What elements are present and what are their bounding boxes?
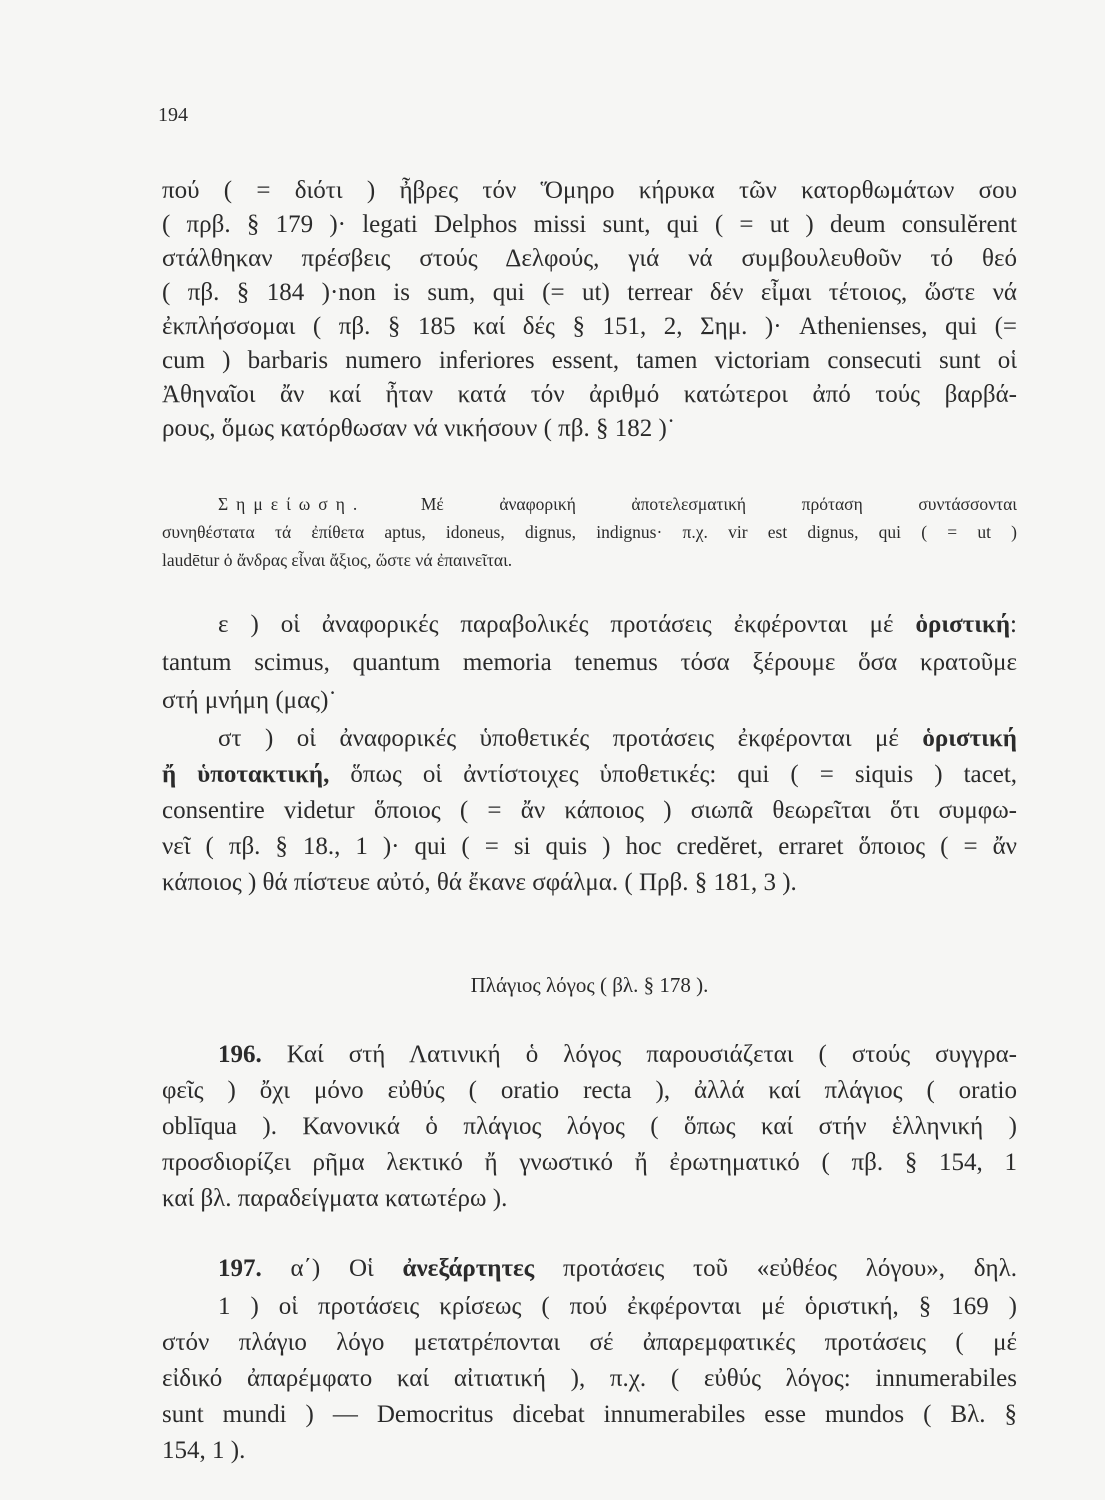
para-196-line-3: oblīqua ). Κανονικά ὁ πλάγιος λόγος ( ὅπως καί στήν ἑλληνική ) [162, 1113, 1017, 1140]
text-line-2: ( πρβ. § 179 )· legati Delphos missi sunt, qui ( = ut ) deum consulĕrent [162, 211, 1017, 238]
para-st-line-3: consentire videtur ὅποιος ( = ἄν κάποιος ) σιωπᾶ θεωρεῖται ὅτι συμφω- [162, 797, 1017, 824]
para-st-line-4: νεῖ ( πβ. § 18., 1 )· qui ( = si quis ) hoc credĕret, erraret ὅποιος ( = ἄν [162, 833, 1017, 860]
note-line-1 [218, 492, 1017, 516]
para-197-line-1-text: προτάσεις τοῦ «εὐθέος λόγου», δηλ. [562, 1255, 1017, 1282]
para-st-line-1-text: στ ) οἱ ἀναφορικές ὑποθετικές προτάσεις ἐκφέρονται μέ [218, 725, 899, 752]
text-line-5: ἐκπλήσσομαι ( πβ. § 185 καί δές § 151, 2, Σημ. )· Athenienses, qui (= [162, 313, 1017, 340]
section-heading: Πλάγιος λόγος ( βλ. § 178 ). [470, 973, 709, 997]
para-197-line-1 [218, 1254, 1017, 1284]
para-196-number: 196. [218, 1041, 262, 1068]
para-197-line-6: 154, 1 ). [162, 1437, 246, 1464]
para-197-prefix: α΄) Οἱ [290, 1255, 374, 1282]
para-e-bold: ὁριστική [915, 611, 1011, 638]
para-st-bold-1: ὁριστική [922, 725, 1018, 752]
text-line-1: πού ( = διότι ) ἦβρες τόν Ὅμηρο κήρυκα τῶν κατορθωμάτων σου [162, 177, 1017, 204]
para-st-line-2-text: ὅπως οἱ ἀντίστοιχες ὑποθετικές: qui ( = siquis ) tacet, [350, 761, 1018, 788]
para-e-colon: : [1010, 611, 1017, 638]
text-line-3: στάλθηκαν πρέσβεις στούς Δελφούς, γιά νά συμβουλευθοῦν τό θεό [162, 245, 1017, 272]
para-196-line-1-text: Καί στή Λατινική ὁ λόγος παρουσιάζεται ( στούς συγγρα- [286, 1041, 1017, 1068]
text-line-7: Ἀθηναῖοι ἄν καί ἦταν κατά τόν ἀριθμό κατώτεροι ἀπό τούς βαρβά- [162, 381, 1017, 408]
para-e-line-1 [218, 610, 1017, 640]
para-196-line-2: φεῖς ) ὄχι μόνο εὐθύς ( oratio recta ), ἀλλά καί πλάγιος ( oratio [162, 1077, 1017, 1104]
para-e-line-1-text: ε ) οἱ ἀναφορικές παραβολικές προτάσεις ἐκφέρονται μέ [218, 611, 894, 638]
para-197-line-3: στόν πλάγιο λόγο μετατρέπονται σέ ἀπαρεμφατικές προτάσεις ( μέ [162, 1329, 1017, 1356]
para-197-number: 197. [218, 1255, 262, 1282]
para-e-line-2: tantum scimus, quantum memoria tenemus τόσα ξέρουμε ὅσα κρατοῦμε [162, 649, 1017, 676]
page-number: 194 [158, 104, 188, 126]
para-st-line-1 [218, 724, 1017, 754]
para-197-line-2: 1 ) οἱ προτάσεις κρίσεως ( πού ἐκφέρονται μέ ὁριστική, § 169 ) [218, 1293, 1017, 1320]
text-line-8: ρους, ὅμως κατόρθωσαν νά νικήσουν ( πβ. § 182 )˙ [162, 415, 676, 442]
para-197-bold: ἀνεξάρτητες [402, 1255, 535, 1282]
para-st-line-2 [162, 760, 1017, 790]
note-line-3: laudētur ὁ ἄνδρας εἶναι ἄξιος, ὥστε νά ἐπαινεῖται. [162, 550, 513, 570]
para-197-line-5: sunt mundi ) — Democritus dicebat innumerabiles esse mundos ( Βλ. § [162, 1401, 1017, 1428]
text-line-6: cum ) barbaris numero inferiores essent, tamen victoriam consecuti sunt οἱ [162, 347, 1017, 374]
para-196-line-5: καί βλ. παραδείγματα κατωτέρω ). [162, 1185, 508, 1212]
para-st-line-5: κάποιος ) θά πίστευε αὐτό, θά ἔκανε σφάλμα. ( Πρβ. § 181, 3 ). [162, 869, 797, 896]
para-196-line-4: προσδιορίζει ρῆμα λεκτικό ἤ γνωστικό ἤ ἐρωτηματικό ( πβ. § 154, 1 [162, 1149, 1017, 1176]
text-line-4: ( πβ. § 184 )·non is sum, qui (= ut) terrear δέν εἶμαι τέτοιος, ὥστε νά [162, 279, 1017, 306]
para-197-line-4: εἰδικό ἀπαρέμφατο καί αἰτιατική ), π.χ. ( εὐθύς λόγος: innumerabiles [162, 1365, 1017, 1392]
note-label: Σημείωση. [218, 494, 366, 514]
para-st-bold-2: ἤ ὑποτακτική, [162, 761, 330, 788]
note-line-2: συνηθέστατα τά ἐπίθετα aptus, idoneus, dignus, indignus· π.χ. vir est dignus, qui ( = ut ) [162, 522, 1017, 542]
note-line-1-text: Μέ ἀναφορική ἀποτελεσματική πρόταση συντάσσονται [420, 494, 1017, 514]
para-e-line-3: στή μνήμη (μας)˙ [162, 687, 337, 714]
para-196-line-1 [218, 1040, 1017, 1070]
